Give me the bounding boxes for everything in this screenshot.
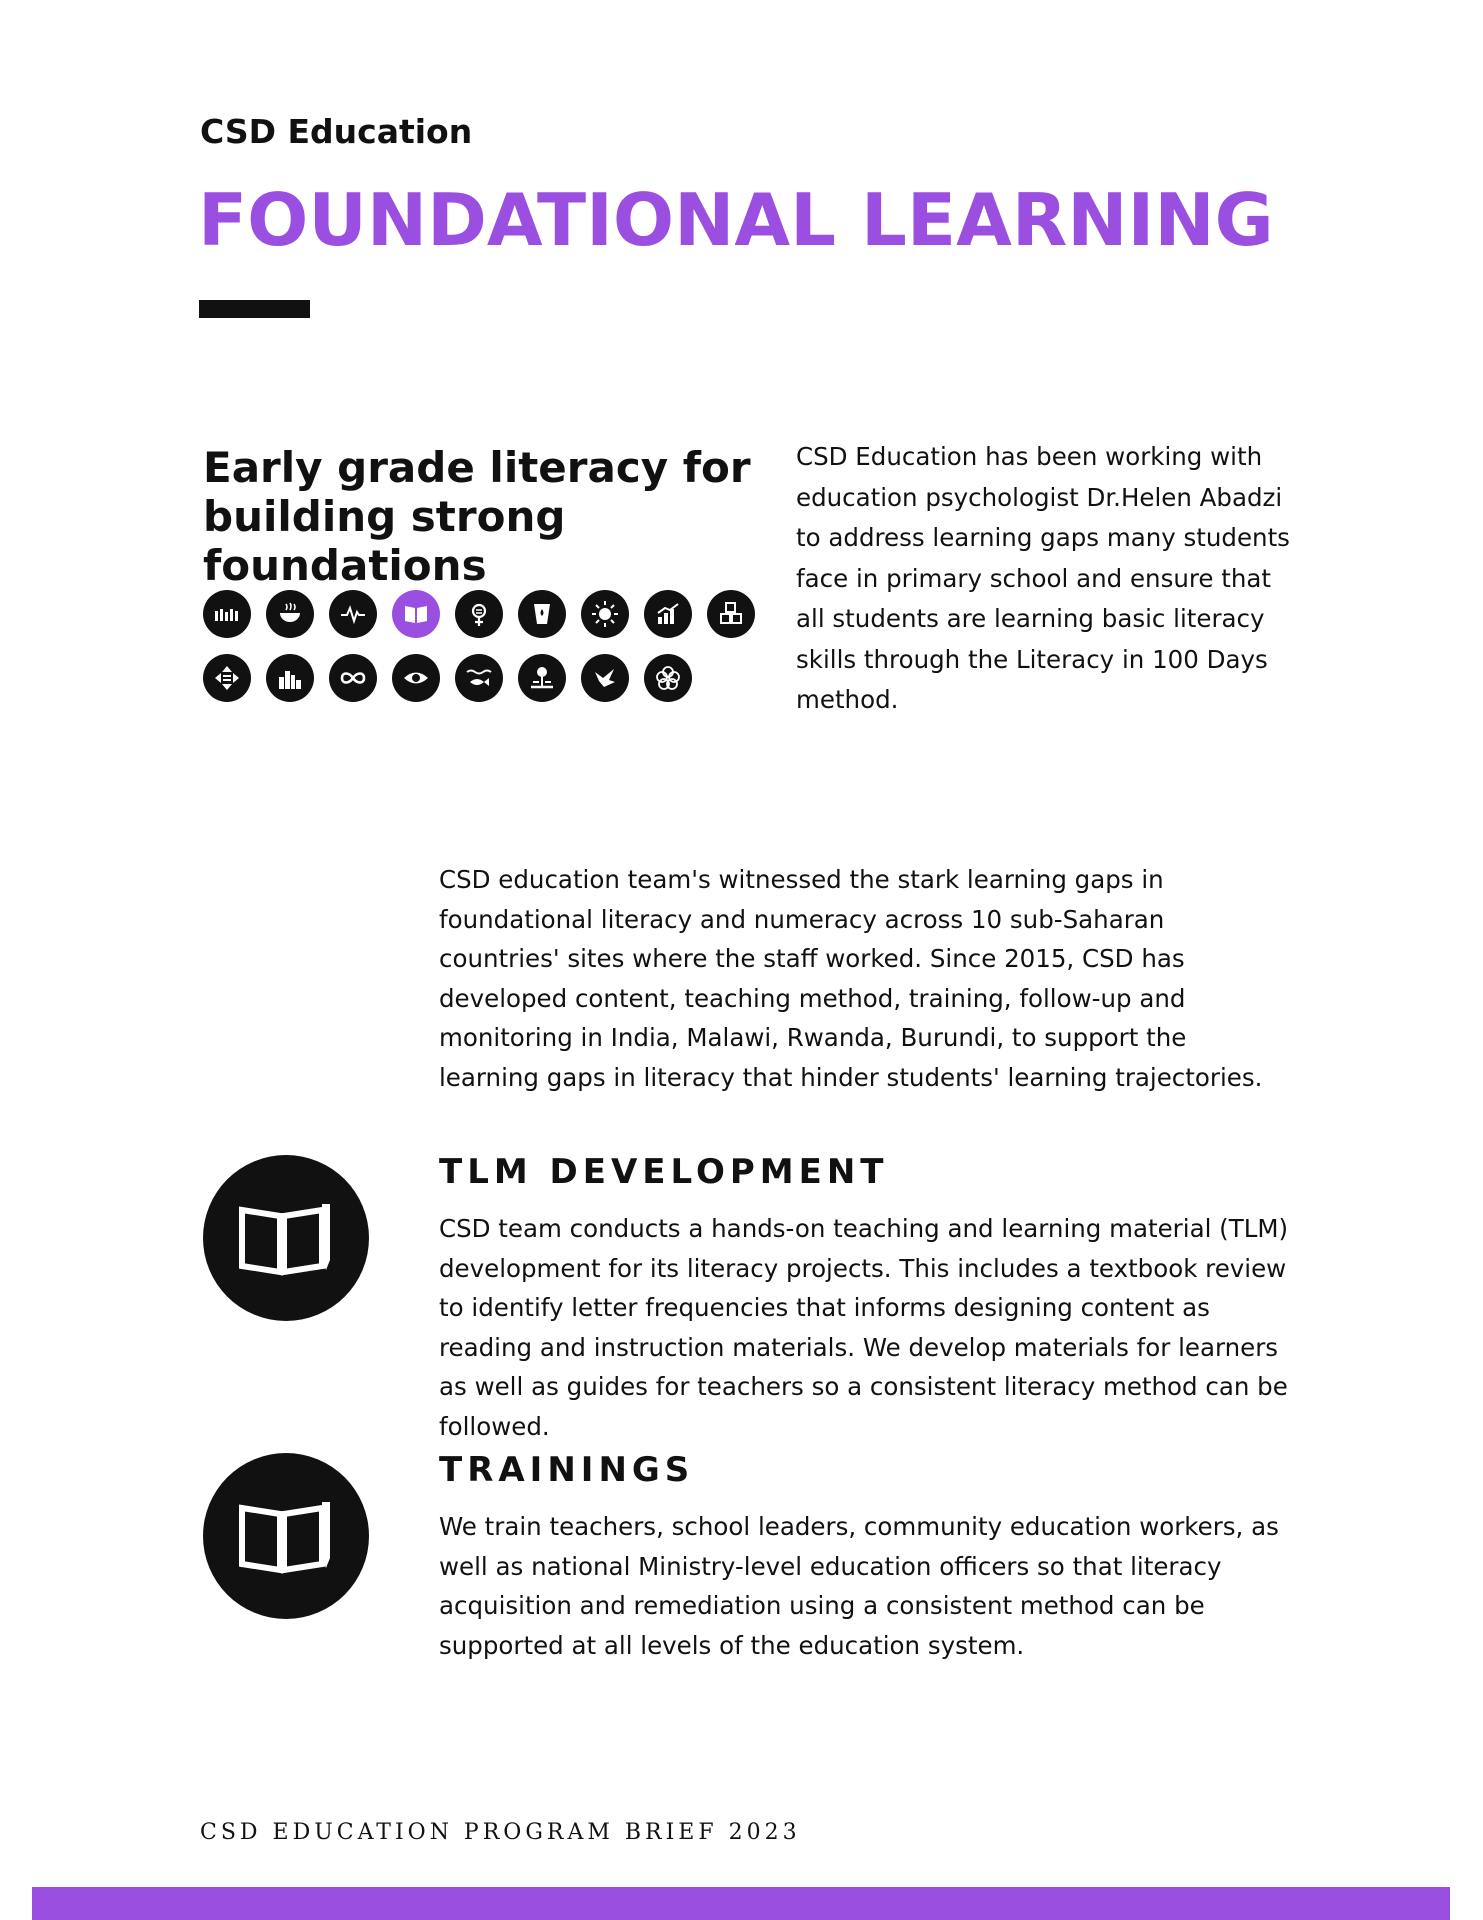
lead-heading-line: foundations [203,541,487,590]
intro-paragraph: CSD Education has been working with education psychologist Dr.Helen Abadzi to address learning gaps many students face in primary school and ensure that all students are learning basic literacy skills through the Literacy in 100 Days method. [796,442,1290,714]
context-paragraph: CSD education team's witnessed the stark learning gaps in foundational literacy and numeracy across 10 sub-Saharan countries' sites where the staff worked. Since 2015, CSD has developed content, teaching method, training, follow-up and monitoring in India, Malawi, Rwanda, Burundi, to support the learning gaps in literacy that hinder students' learning trajectories. [439,865,1263,1092]
trainings-section-body: We train teachers, school leaders, community education workers, as well as national Ministry-level education officers so that literacy acquisition and remediation using a consistent method can be supported at all levels of the education system. [439,1512,1279,1660]
life-on-land-icon [518,654,566,702]
industry-cubes-icon [707,590,755,638]
footer-accent-bar [32,1887,1450,1920]
education-book-icon [392,590,440,638]
energy-sun-icon [581,590,629,638]
health-heartbeat-icon [329,590,377,638]
poverty-icon [203,590,251,638]
book-pencil-icon [203,1155,369,1321]
tlm-section-body: CSD team conducts a hands-on teaching and learning material (TLM) development for its literacy projects. This includes a textbook review to identify letter frequencies that informs designing content as reading and instruction materials. We develop materials for learners as well as guides for teachers so a consistent literacy method can be followed. [439,1214,1289,1441]
life-below-water-icon [455,654,503,702]
hunger-bowl-icon [266,590,314,638]
lead-heading-line: Early grade literacy for [203,443,751,492]
tlm-section-title: TLM DEVELOPMENT [439,1152,889,1192]
cities-icon [266,654,314,702]
organization-name: CSD Education [200,112,473,151]
peace-dove-icon [581,654,629,702]
book-pencil-icon [203,1453,369,1619]
lead-heading [203,443,773,590]
sdg-icon-grid [203,590,763,702]
partnership-icon [644,654,692,702]
climate-eye-icon [392,654,440,702]
footer-text: CSD EDUCATION PROGRAM BRIEF 2023 [200,1820,801,1845]
trainings-section-title: TRAININGS [439,1450,695,1490]
clean-water-icon [518,590,566,638]
gender-equality-icon [455,590,503,638]
page-title: FOUNDATIONAL LEARNING [198,178,1274,262]
infinity-icon [329,654,377,702]
growth-chart-icon [644,590,692,638]
reduced-inequality-icon [203,654,251,702]
lead-heading-line: building strong [203,492,566,541]
title-underline [199,300,310,318]
